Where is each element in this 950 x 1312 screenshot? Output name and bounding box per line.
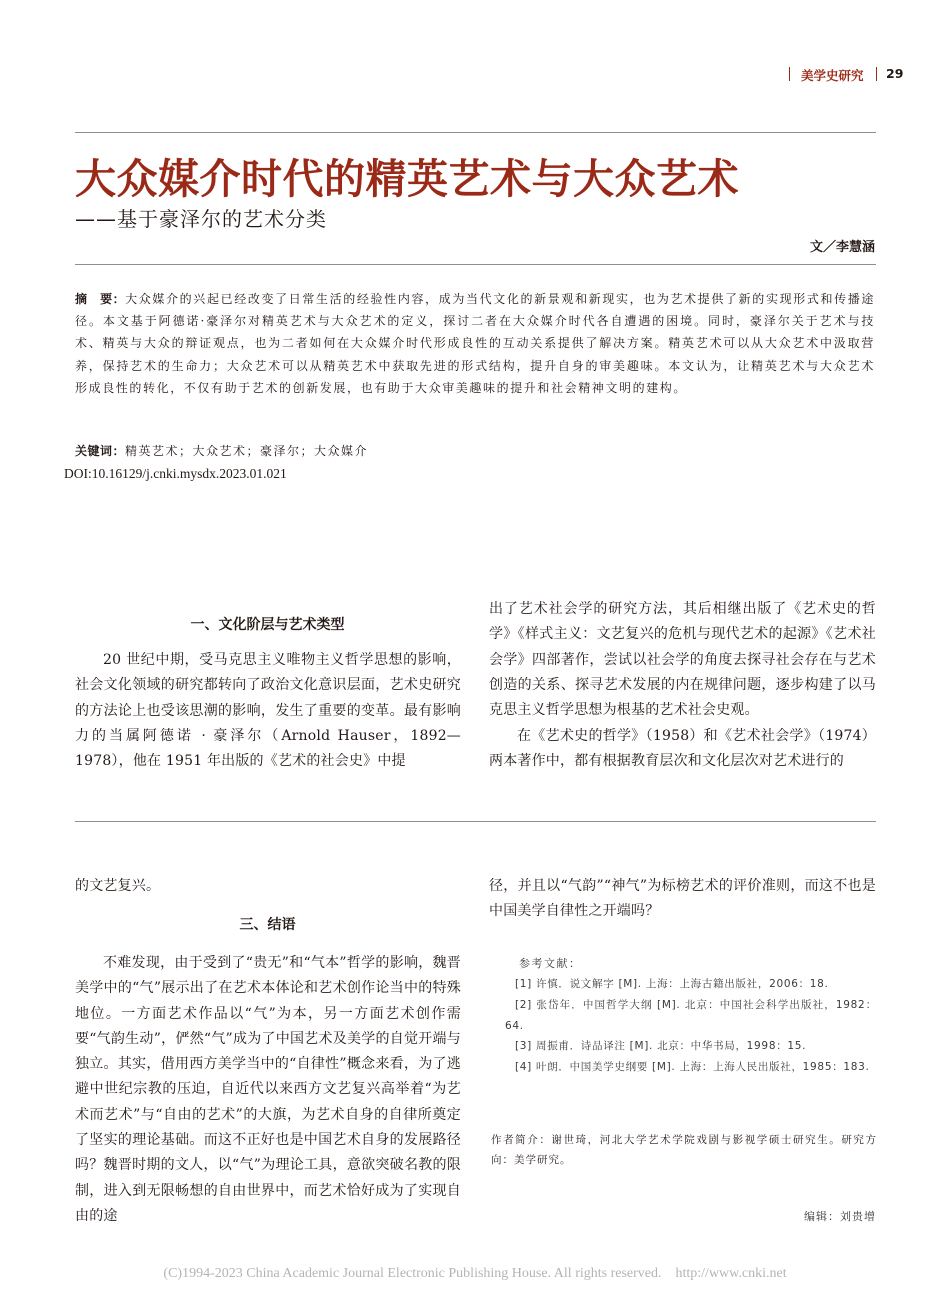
references-title: 参考文献： bbox=[519, 957, 582, 970]
reference-item: [2] 张岱年．中国哲学大纲 [M]. 北京：中国社会科学出版社，1982：64. bbox=[505, 998, 877, 1032]
abstract-text: 大众媒介的兴起已经改变了日常生活的经验性内容，成为当代文化的新景观和新现实，也为艺术提供了新的实现形式和传播途径。本文基于阿德诺·豪泽尔对精英艺术与大众艺术的定义，探讨二者在大众媒介时代各自遭遇的困境。同时，豪泽尔关于艺术与技术、精英与大众的辩证观点，也为二者如何在大众媒介时代形成良性的互动关系提供了解决方案。精英艺术可以从大众艺术中汲取营养，保持艺术的生命力；大众艺术可以从精英艺术中获取先进的形式结构，提升自身的审美趣味。本文认为，让精英艺术与大众艺术形成良性的转化，不仅有助于艺术的创新发展，也有助于大众审美趣味的提升和社会精神文明的建构。 bbox=[75, 292, 875, 395]
keywords-label: 关键词： bbox=[75, 444, 126, 458]
article-subtitle: ——基于豪泽尔的艺术分类 bbox=[75, 207, 327, 231]
header-divider-left bbox=[789, 67, 790, 81]
references-list bbox=[505, 974, 877, 1078]
section-heading-1: 一、文化阶层与艺术类型 bbox=[190, 617, 345, 633]
upper-left-paragraph: 20 世纪中期，受马克思主义唯物主义哲学思想的影响，社会文化领域的研究都转向了政治文化意识层面，艺术史研究的方法论上也受该思潮的影响，发生了重要的变革。最有影响力的当属阿德诺 · 豪泽尔（Arnold Hauser，1892—1978），他在 1951 年出版的《艺术的社会史》中提 bbox=[75, 652, 461, 770]
doi: DOI:10.16129/j.cnki.mysdx.2023.01.021 bbox=[64, 466, 287, 481]
cnki-url: http://www.cnki.net bbox=[675, 1266, 787, 1281]
author-bio: 作者简介：谢世琦，河北大学艺术学院戏剧与影视学硕士研究生。研究方向：美学研究。 bbox=[491, 1134, 877, 1166]
header-divider-right bbox=[876, 67, 877, 81]
keywords bbox=[75, 442, 368, 459]
running-header-section: 美学史研究 bbox=[801, 68, 864, 83]
upper-right-paragraph-2: 在《艺术史的哲学》（1958）和《艺术社会学》（1974）两本著作中，都有根据教育层次和文化层次对艺术进行的 bbox=[489, 728, 876, 770]
title-top-rule bbox=[75, 132, 876, 133]
article-title: 大众媒介时代的精英艺术与大众艺术 bbox=[75, 155, 739, 203]
copyright-footer bbox=[0, 1266, 950, 1282]
reference-item: [3] 周振甫．诗品译注 [M]. 北京：中华书局，1998：15. bbox=[515, 1040, 807, 1053]
keywords-text: 精英艺术；大众艺术；豪泽尔；大众媒介 bbox=[125, 444, 369, 458]
abstract-label: 摘 要： bbox=[75, 292, 126, 306]
reference-item: [4] 叶朗．中国美学史纲要 [M]. 上海：上海人民出版社，1985：183. bbox=[515, 1061, 870, 1074]
upper-right-paragraph-1: 出了艺术社会学的研究方法，其后相继出版了《艺术史的哲学》《样式主义：文艺复兴的危机与现代艺术的起源》《艺术社会学》四部著作，尝试以社会学的角度去探寻社会存在与艺术创造的关系、探寻艺术发展的内在规律问题，逐步构建了以马克思主义哲学思想为根基的艺术社会史观。 bbox=[489, 601, 876, 719]
page-number: 29 bbox=[886, 66, 904, 81]
copyright-text: (C)1994-2023 China Academic Journal Electronic Publishing House. All rights reserved. bbox=[163, 1266, 662, 1281]
lower-left-lead: 的文艺复兴。 bbox=[75, 878, 161, 894]
abstract bbox=[75, 288, 875, 399]
section-heading-3: 三、结语 bbox=[239, 917, 296, 933]
lower-left-paragraph: 不难发现，由于受到了“贵无”和“气本”哲学的影响，魏晋美学中的“气”展示出了在艺术本体论和艺术创作论当中的特殊地位。一方面艺术作品以“气”为本，另一方面艺术创作需要“气韵生动”，俨然“气”成为了中国艺术及美学的自觉开端与独立。其实，借用西方美学当中的“自律性”概念来看，为了逃避中世纪宗教的压迫，自近代以来西方文艺复兴高举着“为艺术而艺术”与“自由的艺术”的大旗，为艺术自身的自律所奠定了坚实的理论基础。而这不正好也是中国艺术自身的发展路径吗？魏晋时期的文人，以“气”为理论工具，意欲突破名教的限制，进入到无限畅想的自由世界中，而艺术恰好成为了实现自由的途 bbox=[75, 955, 461, 1224]
lower-right-paragraph: 径，并且以“气韵”“神气”为标榜艺术的评价准则，而这不也是中国美学自律性之开端吗？ bbox=[489, 878, 876, 920]
section-divider bbox=[75, 821, 876, 822]
editor-credit: 编辑：刘贵增 bbox=[804, 1210, 876, 1223]
author-rule bbox=[75, 264, 876, 265]
reference-item: [1] 许慎．说文解字 [M]. 上海：上海古籍出版社，2006：18. bbox=[515, 978, 829, 990]
author-byline: 文／李慧涵 bbox=[809, 240, 875, 255]
